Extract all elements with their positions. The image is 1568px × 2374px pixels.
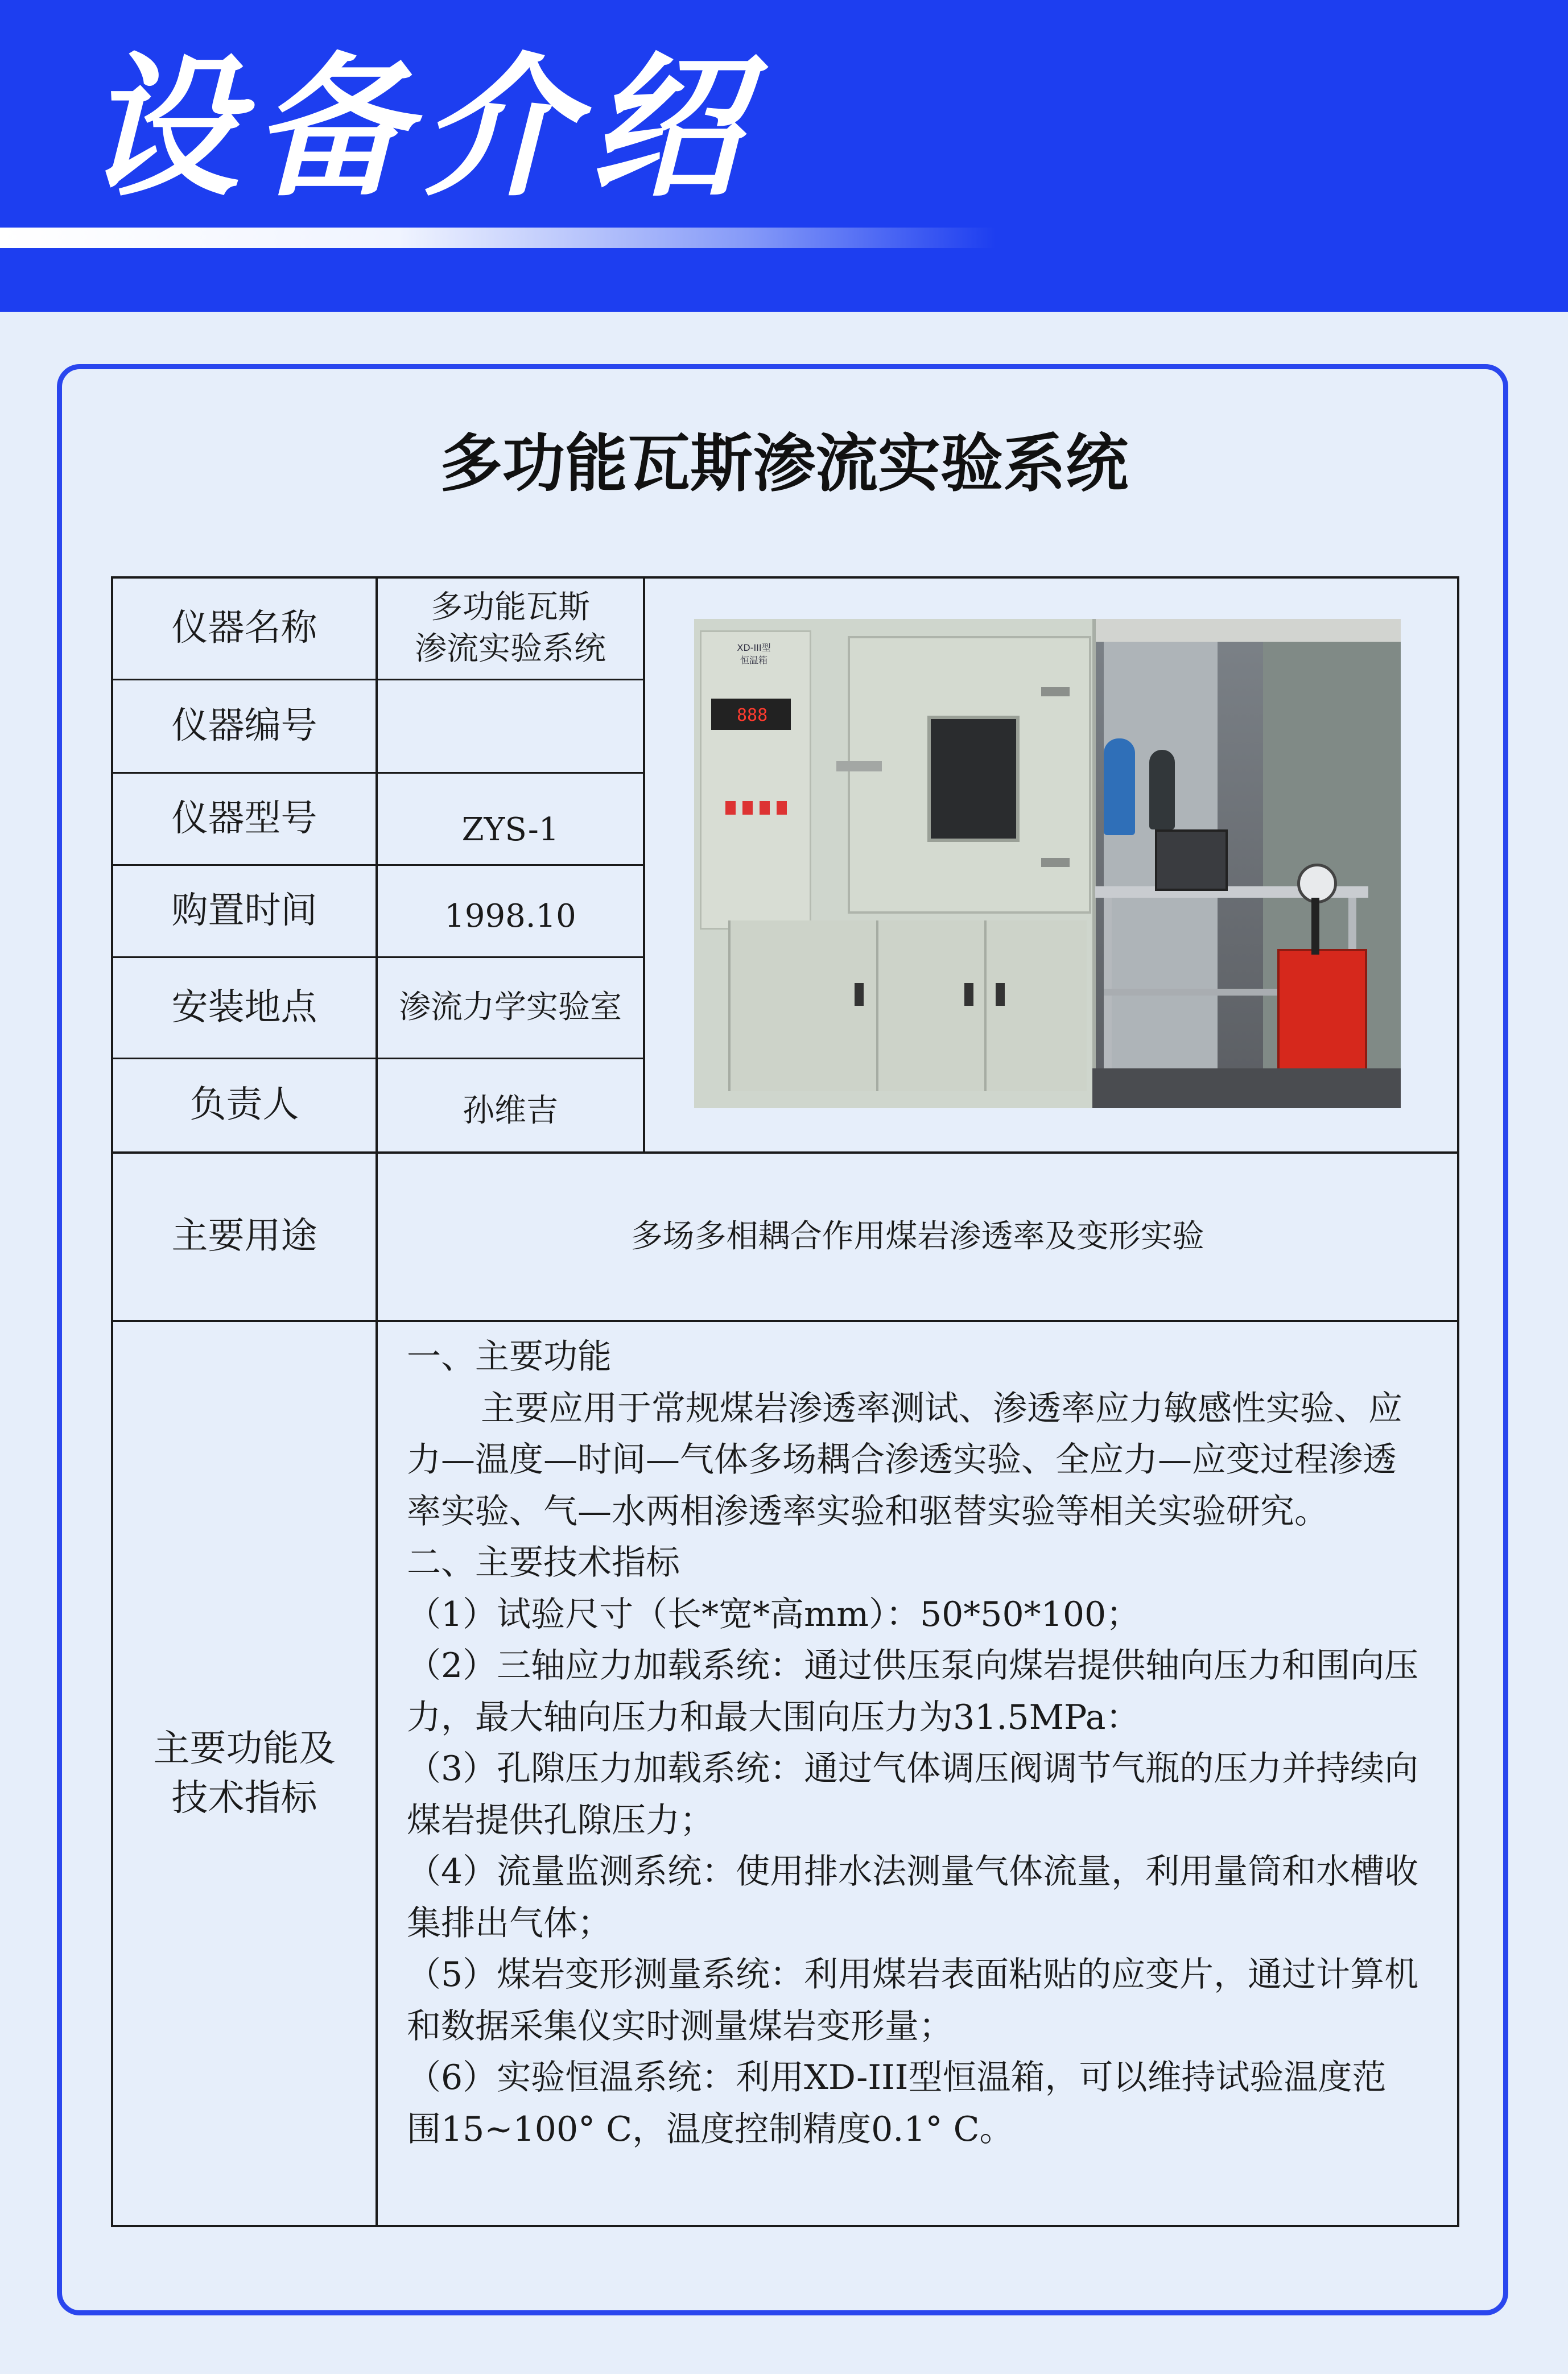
table-border-right [1457,576,1459,2227]
header-banner [0,0,1568,312]
row-value-manager: 孙维吉 [463,1092,558,1129]
specs-section1-title: 一、主要功能 [407,1337,612,1377]
chamber-label: XD-III型 恒温箱 [737,642,771,666]
usage-label: 主要用途 [171,1215,317,1258]
row-value-purchase-date: 1998.10 [444,898,576,935]
spec-item: （6）实验恒温系统：利用XD-III型恒温箱，可以维持试验温度范围15~100° C，温度控制精度0.1° C。 [407,2058,1387,2149]
specs-text [407,1331,1420,2155]
specs-label: 主要功能及 技术指标 [153,1728,336,1819]
row-value-location: 渗流力学实验室 [399,989,622,1026]
table-border-bottom [111,2225,1459,2227]
spec-item: （1）试验尺寸（长*宽*高mm）：50*50*100； [407,1594,1141,1634]
row-label-location: 安装地点 [171,986,317,1029]
specs-section1-body: 主要应用于常规煤岩渗透率测试、渗透率应力敏感性实验、应力—温度—时间—气体多场耦合渗透实验、全应力—应变过程渗透率实验、气—水两相渗透率实验和驱替实验等相关实验研究。 [407,1388,1402,1531]
row-label-manager: 负责人 [189,1084,299,1126]
row-value-name: 多功能瓦斯 渗流实验系统 [415,589,606,667]
row-value-model: ZYS-1 [461,811,559,849]
spec-item: （4）流量监测系统：使用排水法测量气体流量，利用量筒和水槽收集排出气体； [407,1852,1419,1943]
spec-item: （5）煤岩变形测量系统：利用煤岩表面粘贴的应变片，通过计算机和数据采集仪实时测量煤岩变形量； [407,1955,1419,2046]
row-value-number [378,680,643,772]
spec-item: （2）三轴应力加载系统：通过供压泵向煤岩提供轴向压力和围向压力，最大轴向压力和最大围向压力为31.5MPa： [407,1646,1419,1737]
banner-streak [0,228,996,248]
row-label-name: 仪器名称 [171,607,317,650]
chamber-display: 888 [737,705,768,725]
spec-item: （3）孔隙压力加载系统：通过气体调压阀调节气瓶的压力并持续向煤岩提供孔隙压力； [407,1749,1419,1840]
page-title: 多功能瓦斯渗流实验系统 [440,427,1128,500]
specs-section2-title: 二、主要技术指标 [407,1543,680,1583]
row-label-number: 仪器编号 [171,704,317,747]
usage-value: 多场多相耦合作用煤岩渗透率及变形实验 [630,1217,1204,1255]
row-label-model: 仪器型号 [171,797,317,840]
banner-title: 设备介绍 [85,38,757,217]
row-label-purchase-date: 购置时间 [171,889,317,932]
equipment-photo [694,619,1401,1108]
